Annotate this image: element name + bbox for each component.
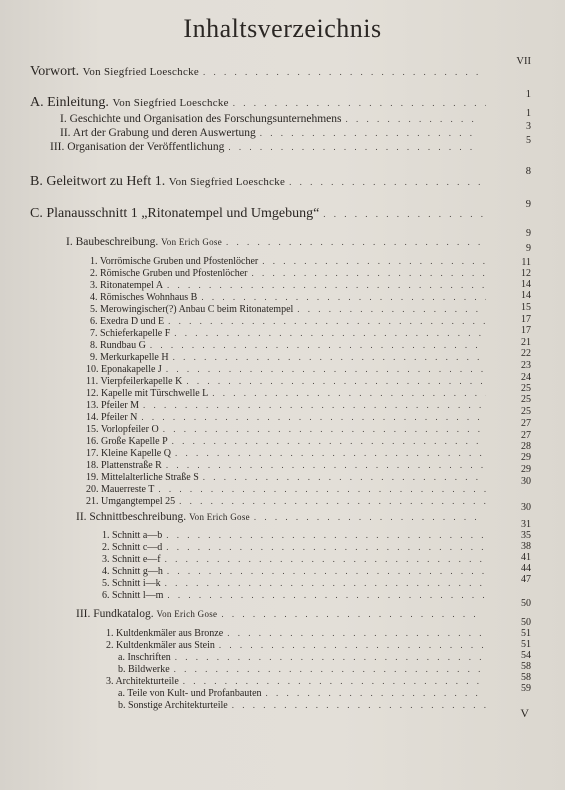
page-number: 35 bbox=[521, 530, 531, 541]
page-number: 30 bbox=[521, 502, 531, 513]
entry-author: Von Erich Gose bbox=[189, 512, 250, 522]
toc-subentry: b. Bildwerke . . . bbox=[118, 664, 490, 675]
toc-subentry: 5. Merowingischer(?) Anbau C beim Ritonatempel . . . bbox=[90, 304, 490, 315]
page-number: 14 bbox=[521, 290, 531, 301]
page-number: 51 bbox=[521, 628, 531, 639]
toc-subentry: 5. Schnitt i—k . . . bbox=[102, 578, 490, 589]
toc-subentry: b. Sonstige Architekturteile . . . bbox=[118, 700, 490, 711]
page-number: 58 bbox=[521, 672, 531, 683]
toc-subentry: 3. Schnitt e—f . . . bbox=[102, 554, 490, 565]
entry-label: A. Einleitung. bbox=[30, 95, 109, 110]
toc-subentry: 15. Vorlopfeiler O . . . bbox=[86, 424, 490, 435]
page-number: 59 bbox=[521, 683, 531, 694]
leader-dots bbox=[289, 177, 486, 187]
toc-subentry: 21. Umgangtempel 25 . . . bbox=[86, 496, 490, 507]
entry-author: Von Erich Gose bbox=[156, 609, 218, 619]
entry-label: B. Geleitwort zu Heft 1. bbox=[30, 174, 166, 189]
page-number: 28 bbox=[521, 441, 531, 452]
toc-subentry: 4. Römisches Wohnhaus B . . . bbox=[90, 292, 490, 303]
leader-dots bbox=[226, 237, 482, 247]
entry-author: Von Erich Gose bbox=[161, 237, 222, 247]
toc-subentry: 9. Merkurkapelle H . . . bbox=[90, 352, 490, 363]
page-number: 25 bbox=[521, 394, 531, 405]
toc-entry-section-c bbox=[30, 206, 490, 222]
entry-label: II. Schnittbeschreibung. bbox=[76, 511, 187, 523]
page-number: 1 bbox=[525, 89, 531, 100]
toc-entry-section-b bbox=[30, 174, 490, 190]
page-number: 44 bbox=[521, 563, 531, 574]
toc-subentry: 19. Mittelalterliche Straße S . . . bbox=[86, 472, 490, 483]
toc-subentry: 1. Vorrömische Gruben und Pfostenlöcher . . . bbox=[90, 256, 490, 267]
page-number: 5 bbox=[526, 135, 531, 146]
entry-label: Vorwort. bbox=[30, 64, 80, 79]
entry-label: I. Baubeschreibung. bbox=[66, 236, 159, 248]
page-number: 12 bbox=[521, 268, 531, 279]
page-number: 27 bbox=[521, 418, 531, 429]
leader-dots bbox=[233, 98, 486, 108]
page-number: 50 bbox=[521, 617, 531, 628]
page-number: 17 bbox=[521, 325, 531, 336]
page-number: 50 bbox=[521, 598, 531, 609]
page-number: 29 bbox=[521, 452, 531, 463]
page-number: 30 bbox=[521, 476, 531, 487]
toc-subentry: 20. Mauerreste T . . . bbox=[86, 484, 490, 495]
page-number: 3 bbox=[526, 121, 531, 132]
page-number: 1 bbox=[526, 108, 531, 119]
toc-subentry: 18. Plattenstraße R . . . bbox=[86, 460, 490, 471]
toc-subentry: 10. Eponakapelle J . . . bbox=[86, 364, 490, 375]
toc-subentry: 8. Rundbau G . . . bbox=[90, 340, 490, 351]
page-number: 9 bbox=[526, 243, 531, 254]
toc-subentry: 1. Kultdenkmäler aus Bronze . . . bbox=[106, 628, 490, 639]
toc-entry-part-iii bbox=[76, 608, 486, 620]
page-number: 27 bbox=[521, 430, 531, 441]
toc-subentry: 6. Exedra D und E . . . bbox=[90, 316, 490, 327]
toc-subentry: 4. Schnitt g—h . . . bbox=[102, 566, 490, 577]
page-number: 51 bbox=[521, 639, 531, 650]
toc-subentry: 14. Pfeiler N . . . bbox=[86, 412, 490, 423]
page-number: 25 bbox=[521, 383, 531, 394]
toc-subentry: 13. Pfeiler M . . . bbox=[86, 400, 490, 411]
toc-entry-part-ii bbox=[76, 511, 486, 523]
page-number: 54 bbox=[521, 650, 531, 661]
toc-subentry: 12. Kapelle mit Türschwelle L . . . bbox=[86, 388, 490, 399]
toc-subentry: 2. Kultdenkmäler aus Stein . . . bbox=[106, 640, 490, 651]
entry-author: Von Siegfried Loeschcke bbox=[112, 97, 229, 109]
toc-subentry: III. Organisation der Veröffentlichung . . . bbox=[50, 141, 480, 153]
page-number: 17 bbox=[521, 314, 531, 325]
toc-subentry: 11. Vierpfeilerkapelle K . . . bbox=[86, 376, 490, 387]
page-number: 47 bbox=[521, 574, 531, 585]
page-folio: V bbox=[520, 706, 529, 720]
toc-subentry: 2. Römische Gruben und Pfostenlöcher . . . bbox=[90, 268, 490, 279]
page-number: 41 bbox=[521, 552, 531, 563]
page-number: 38 bbox=[521, 541, 531, 552]
toc-entry-section-a bbox=[30, 95, 490, 111]
toc-subentry: 17. Kleine Kapelle Q . . . bbox=[86, 448, 490, 459]
page-number: 29 bbox=[521, 464, 531, 475]
leader-dots bbox=[254, 512, 482, 522]
leader-dots bbox=[323, 209, 486, 219]
toc-subentry: II. Art der Grabung und deren Auswertung . . . bbox=[60, 127, 480, 139]
toc-subentry: 7. Schieferkapelle F . . . bbox=[90, 328, 490, 339]
toc-entry-vorwort bbox=[30, 64, 490, 80]
toc-entry-part-i bbox=[66, 236, 486, 248]
page-number: 14 bbox=[521, 279, 531, 290]
toc-subentry: a. Inschriften . . . bbox=[118, 652, 490, 663]
page-number: 9 bbox=[526, 228, 531, 239]
toc-subentry: 3. Ritonatempel A . . . bbox=[90, 280, 490, 291]
entry-author: Von Siegfried Loeschcke bbox=[168, 176, 286, 188]
toc-subentry: 2. Schnitt c—d . . . bbox=[102, 542, 490, 553]
entry-label: C. Planausschnitt 1 „Ritonatempel und Umgebung“ bbox=[30, 206, 320, 221]
toc-subentry: a. Teile von Kult- und Profanbauten . . . bbox=[118, 688, 490, 699]
page-number: 31 bbox=[521, 519, 531, 530]
page-number: VII bbox=[516, 56, 531, 67]
toc-subentry: 16. Große Kapelle P . . . bbox=[86, 436, 490, 447]
page-number: 21 bbox=[521, 337, 531, 348]
page-number: 8 bbox=[525, 166, 531, 177]
page-number: 9 bbox=[525, 199, 531, 210]
toc-subentry: I. Geschichte und Organisation des Forschungsunternehmens . . . bbox=[60, 113, 480, 125]
entry-author: Von Siegfried Loeschcke bbox=[82, 66, 199, 78]
page-number: 24 bbox=[521, 372, 531, 383]
leader-dots bbox=[221, 609, 482, 619]
page-title: Inhaltsverzeichnis bbox=[183, 14, 382, 43]
leader-dots bbox=[203, 67, 486, 77]
page-number: 22 bbox=[521, 348, 531, 359]
page-number: 23 bbox=[521, 360, 531, 371]
page-number: 58 bbox=[521, 661, 531, 672]
toc-subentry: 6. Schnitt l—m . . . bbox=[102, 590, 490, 601]
entry-label: III. Fundkatalog. bbox=[76, 608, 154, 620]
page-number: 15 bbox=[521, 302, 531, 313]
toc-subentry: 1. Schnitt a—b . . . bbox=[102, 530, 490, 541]
page-number: 11 bbox=[521, 257, 531, 268]
page-number: 25 bbox=[521, 406, 531, 417]
toc-subentry: 3. Architekturteile . . . bbox=[106, 676, 490, 687]
